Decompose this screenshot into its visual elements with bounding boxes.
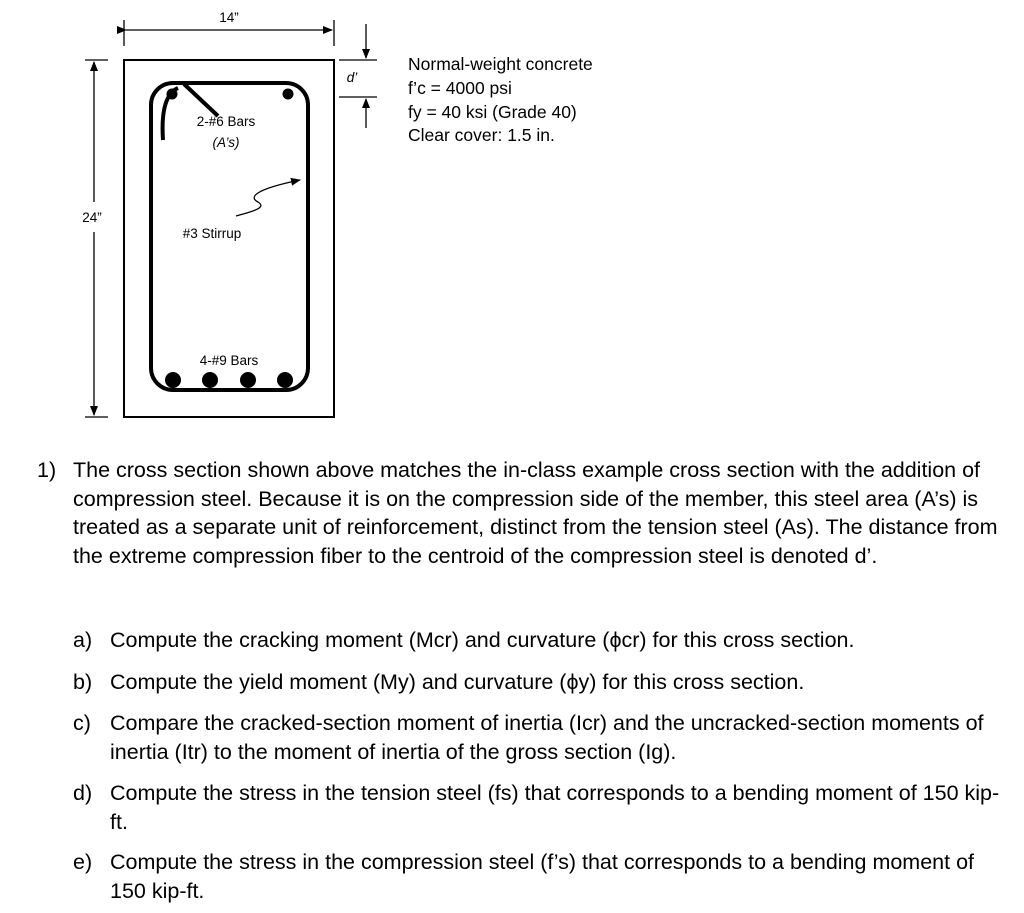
part-label: e) (73, 850, 93, 874)
stirrup-hook-right (184, 84, 218, 116)
bottom-bar (202, 372, 218, 388)
bottom-bar (277, 372, 293, 388)
part-label: a) (73, 628, 93, 652)
bottom-bar (240, 372, 256, 388)
cross-section-figure (0, 0, 440, 430)
property-line: Clear cover: 1.5 in. (408, 125, 555, 146)
top-bars-label: 2-#6 Bars (196, 114, 256, 129)
material-properties (408, 53, 593, 148)
part-text: Compute the cracking moment (Mcr) and curvature (ϕcr) for this cross section. (110, 628, 855, 652)
part-label: d) (73, 781, 93, 805)
property-line: fy = 40 ksi (Grade 40) (408, 101, 577, 122)
top-bar (167, 89, 178, 100)
part-label: c) (73, 711, 91, 735)
property-line: f’c = 4000 psi (408, 77, 512, 98)
part-label: b) (73, 670, 93, 694)
part-text: Compare the cracked-section moment of inertia (Icr) and the uncracked-section moments of inertia (Itr) to the moment of inertia of the gross section (Ig). (110, 711, 984, 764)
bottom-bars-label: 4-#9 Bars (199, 353, 259, 368)
height-label: 24” (82, 210, 102, 225)
dprime-label: d’ (346, 70, 358, 85)
width-label: 14” (219, 10, 239, 25)
question-text: The cross section shown above matches the in-class example cross section with the addition of compression steel. Because it is on the compression side of the member, this steel area (A’s) is treated as a separate unit of reinforcement, distinct from the tension steel (As). The distance from the extreme compression fiber to the centroid of the compression steel is denoted d’. (73, 458, 998, 568)
top-bar (283, 89, 294, 100)
bottom-bar (165, 372, 181, 388)
part-text: Compute the yield moment (My) and curvature (ϕy) for this cross section. (110, 670, 805, 694)
question-number: 1) (37, 458, 57, 482)
property-line: Normal-weight concrete (408, 54, 593, 74)
part-text: Compute the stress in the compression steel (f’s) that corresponds to a bending moment of 150 kip-ft. (110, 850, 975, 903)
part-text: Compute the stress in the tension steel (fs) that corresponds to a bending moment of 150 kip-ft. (110, 781, 1000, 834)
stirrup-label: #3 Stirrup (182, 226, 242, 241)
top-bars-symbol: (A’s) (212, 135, 240, 150)
stirrup-leader (236, 180, 300, 216)
